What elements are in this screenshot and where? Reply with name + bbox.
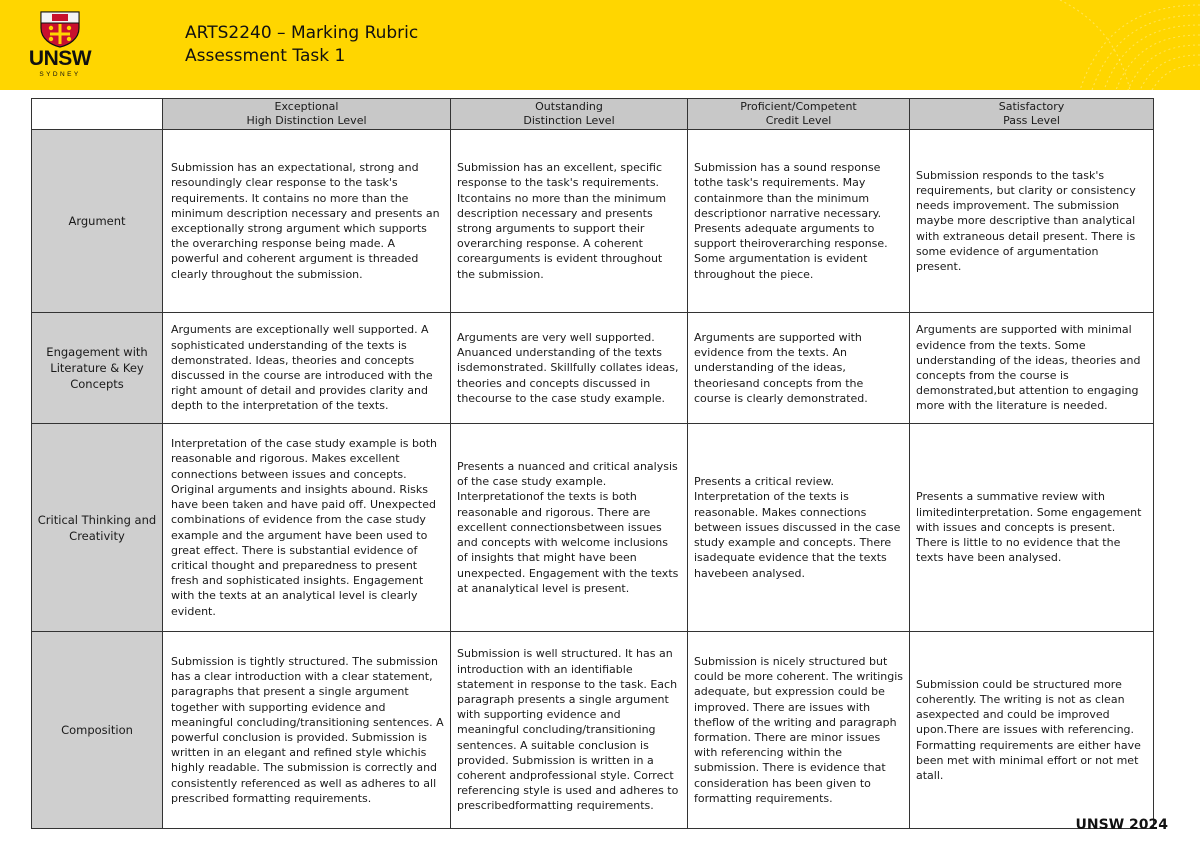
corner-cell — [32, 99, 163, 130]
descriptor-cell: Arguments are supported with evidence from the texts. An understanding of the ideas, theoriesand concepts from the course is clearly demonstrated. — [688, 313, 910, 424]
descriptor-cell: Submission has an expectational, strong and resoundingly clear response to the task's requirements. It contains no more than the minimum description necessary and presents an exceptionally strong argument which supports the overarching response being made. A powerful and coherent argument is threaded clearly throughout the submission. — [163, 130, 451, 313]
descriptor-cell: Presents a summative review with limitedinterpretation. Some engagement with issues and concepts is present. There is little to no evidence that the texts have been analysed. — [910, 424, 1154, 632]
logo-subtext: SYDNEY — [39, 71, 81, 78]
table-row-argument — [32, 130, 1154, 313]
table-row-engagement — [32, 313, 1154, 424]
footer-copyright: UNSW 2024 — [1075, 817, 1168, 833]
criterion-label: Critical Thinking and Creativity — [32, 424, 163, 632]
descriptor-cell: Interpretation of the case study example is both reasonable and rigorous. Makes excellent connections between issues and concepts. Original arguments and insights abound. Risks have been taken and have paid off. Unexpected combinations of evidence from the case study example and the argument have been used to great effect. There is substantial evidence of critical thought and preparedness to present fresh and sophisticated insights. Engagement with the texts at an analytical level is clearly evident. — [163, 424, 451, 632]
descriptor-cell: Submission responds to the task's requirements, but clarity or consistency needs improvement. The submission maybe more descriptive than analytical with extraneous detail present. There is some evidence of argumentation present. — [910, 130, 1154, 313]
column-header-proficient — [688, 99, 910, 130]
descriptor-cell: Submission has an excellent, specific response to the task's requirements. Itcontains no more than the minimum description necessary and presents strong arguments to support their overarching response. A coherent corearguments is evident throughout the submission. — [451, 130, 688, 313]
title-line-1: ARTS2240 – Marking Rubric — [185, 23, 419, 43]
unsw-logo — [28, 10, 92, 80]
descriptor-cell: Submission could be structured more coherently. The writing is not as clean asexpected and could be improved upon.There are issues with referencing. Formatting requirements are either have been met with minimal effort or not met atall. — [910, 632, 1154, 829]
descriptor-cell: Submission is nicely structured but could be more coherent. The writingis adequate, but expression could be improved. There are issues with theflow of the writing and paragraph formation. There are minor issues with referencing within the submission. There is evidence that consideration has been given to formatting requirements. — [688, 632, 910, 829]
descriptor-cell: Arguments are supported with minimal evidence from the texts. Some understanding of the ideas, theories and concepts from the course is demonstrated,but attention to engaging more with the literature is needed. — [910, 313, 1154, 424]
marking-rubric-table — [31, 98, 1154, 829]
table-row-critical-thinking — [32, 424, 1154, 632]
decorative-line-pattern — [940, 0, 1200, 90]
column-grade: Satisfactory — [998, 100, 1065, 113]
criterion-label: Composition — [32, 632, 163, 829]
column-header-outstanding — [451, 99, 688, 130]
descriptor-cell: Presents a critical review. Interpretation of the texts is reasonable. Makes connections between issues discussed in the case study example and concepts. There isadequate evidence that the texts havebeen analysed. — [688, 424, 910, 632]
table-row-composition — [32, 632, 1154, 829]
column-grade: Proficient/Competent — [740, 100, 857, 113]
logo-wordmark: UNSW — [28, 47, 92, 70]
criterion-label: Argument — [32, 130, 163, 313]
header-row — [32, 99, 1154, 130]
title-line-2: Assessment Task 1 — [185, 46, 346, 66]
criterion-label: Engagement with Literature & Key Concepts — [32, 313, 163, 424]
column-header-exceptional — [163, 99, 451, 130]
descriptor-cell: Submission has a sound response tothe task's requirements. May containmore than the minimum descriptionor narrative necessary. Presents adequate arguments to support theiroverarching response. Some argumentation is evident throughout the piece. — [688, 130, 910, 313]
column-grade: Exceptional — [274, 100, 339, 113]
column-level: High Distinction Level — [246, 114, 367, 127]
column-level: Distinction Level — [523, 114, 615, 127]
unsw-crest-icon — [39, 10, 81, 48]
column-level: Pass Level — [1003, 114, 1060, 127]
column-header-satisfactory — [910, 99, 1154, 130]
descriptor-cell: Arguments are exceptionally well supported. A sophisticated understanding of the texts is demonstrated. Ideas, theories and concepts discussed in the course are introduced with the right amount of detail and provides clarity and depth to the interpretation of the texts. — [163, 313, 451, 424]
descriptor-cell: Submission is tightly structured. The submission has a clear introduction with a clear statement, paragraphs that present a single argument together with supporting evidence and meaningful concluding/transitioning sentences. A powerful conclusion is provided. Submission is written in an elegant and refined style whichis highly readable. The submission is correctly and consistently referenced as well as adheres to all prescribed formatting requirements. — [163, 632, 451, 829]
column-grade: Outstanding — [535, 100, 603, 113]
descriptor-cell: Arguments are very well supported. Anuanced understanding of the texts isdemonstrated. Skillfully collates ideas, theories and concepts discussed in thecourse to the case study example. — [451, 313, 688, 424]
descriptor-cell: Submission is well structured. It has an introduction with an identifiable statement in response to the task. Each paragraph presents a single argument with supporting evidence and meaningful concluding/transitioning sentences. A suitable conclusion is provided. Submission is written in a coherent andprofessional style. Correct referencing style is used and adheres to prescribedformatting requirements. — [451, 632, 688, 829]
header-banner — [0, 0, 1200, 90]
descriptor-cell: Presents a nuanced and critical analysis of the case study example. Interpretationof the texts is both reasonable and rigorous. There are excellent connectionsbetween issues and concepts with welcome inclusions of insights that might have been unexpected. Engagement with the texts at ananalytical level is present. — [451, 424, 688, 632]
document-title — [185, 22, 418, 68]
column-level: Credit Level — [765, 114, 832, 127]
